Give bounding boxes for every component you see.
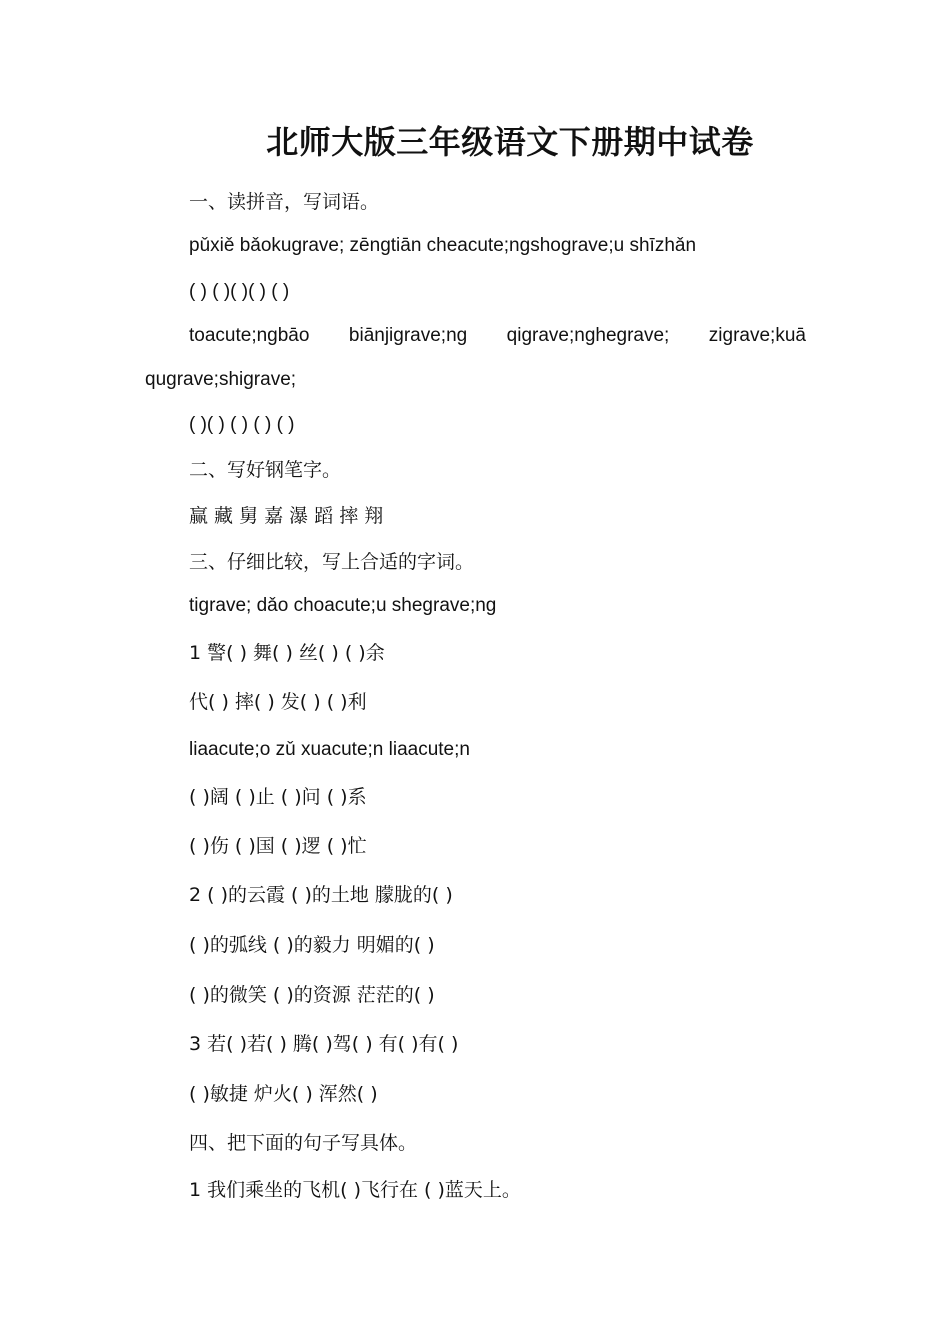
pinyin-word: qigrave;nghegrave;: [506, 325, 670, 346]
pinyin-word: toacute;ngbāo: [189, 325, 310, 346]
pinyin-line: tigrave; dǎo choacute;u shegrave;ng: [189, 595, 497, 616]
pinyin-line-continued: qugrave;shigrave;: [145, 369, 297, 390]
exercise-line: ( )敏捷 炉火( ) 浑然( ): [189, 1083, 378, 1105]
exercise-line: ( )阔 ( )止 ( )问 ( )系: [189, 786, 367, 808]
section-1-heading: 一、读拼音，写词语。: [189, 191, 380, 213]
pinyin-line: liaacute;o zǔ xuacute;n liaacute;n: [189, 739, 470, 760]
exercise-line: 代( ) 摔( ) 发( ) ( )利: [189, 691, 367, 713]
pinyin-line-spread: [189, 322, 806, 350]
section-4-heading: 四、把下面的句子写具体。: [189, 1132, 418, 1154]
blank-line: ( ) ( )( )( ) ( ): [189, 281, 290, 302]
document-title: 北师大版三年级语文下册期中试卷: [266, 123, 754, 161]
exercise-line: 2 ( )的云霞 ( )的土地 朦胧的( ): [189, 884, 453, 906]
exercise-line: 1 警( ) 舞( ) 丝( ) ( )余: [189, 642, 385, 664]
exercise-line: ( )的微笑 ( )的资源 茫茫的( ): [189, 984, 435, 1006]
pinyin-word: zigrave;kuā: [708, 325, 806, 346]
section-3-heading: 三、仔细比较，写上合适的字词。: [189, 551, 475, 573]
section-2-heading: 二、写好钢笔字。: [189, 459, 342, 481]
character-list: 赢 藏 舅 嘉 瀑 蹈 摔 翔: [189, 505, 384, 527]
pinyin-line: pǔxiě bǎokugrave; zēngtiān cheacute;ngshograve;u shīzhǎn: [189, 235, 697, 256]
blank-line: ( )( ) ( ) ( ) ( ): [189, 414, 295, 435]
exercise-line: 3 若( )若( ) 腾( )驾( ) 有( )有( ): [189, 1033, 459, 1055]
pinyin-word: biānjigrave;ng: [348, 325, 468, 346]
exercise-line: 1 我们乘坐的飞机( )飞行在 ( )蓝天上。: [189, 1179, 521, 1201]
exercise-line: ( )伤 ( )国 ( )逻 ( )忙: [189, 835, 367, 857]
exercise-line: ( )的弧线 ( )的毅力 明媚的( ): [189, 934, 435, 956]
